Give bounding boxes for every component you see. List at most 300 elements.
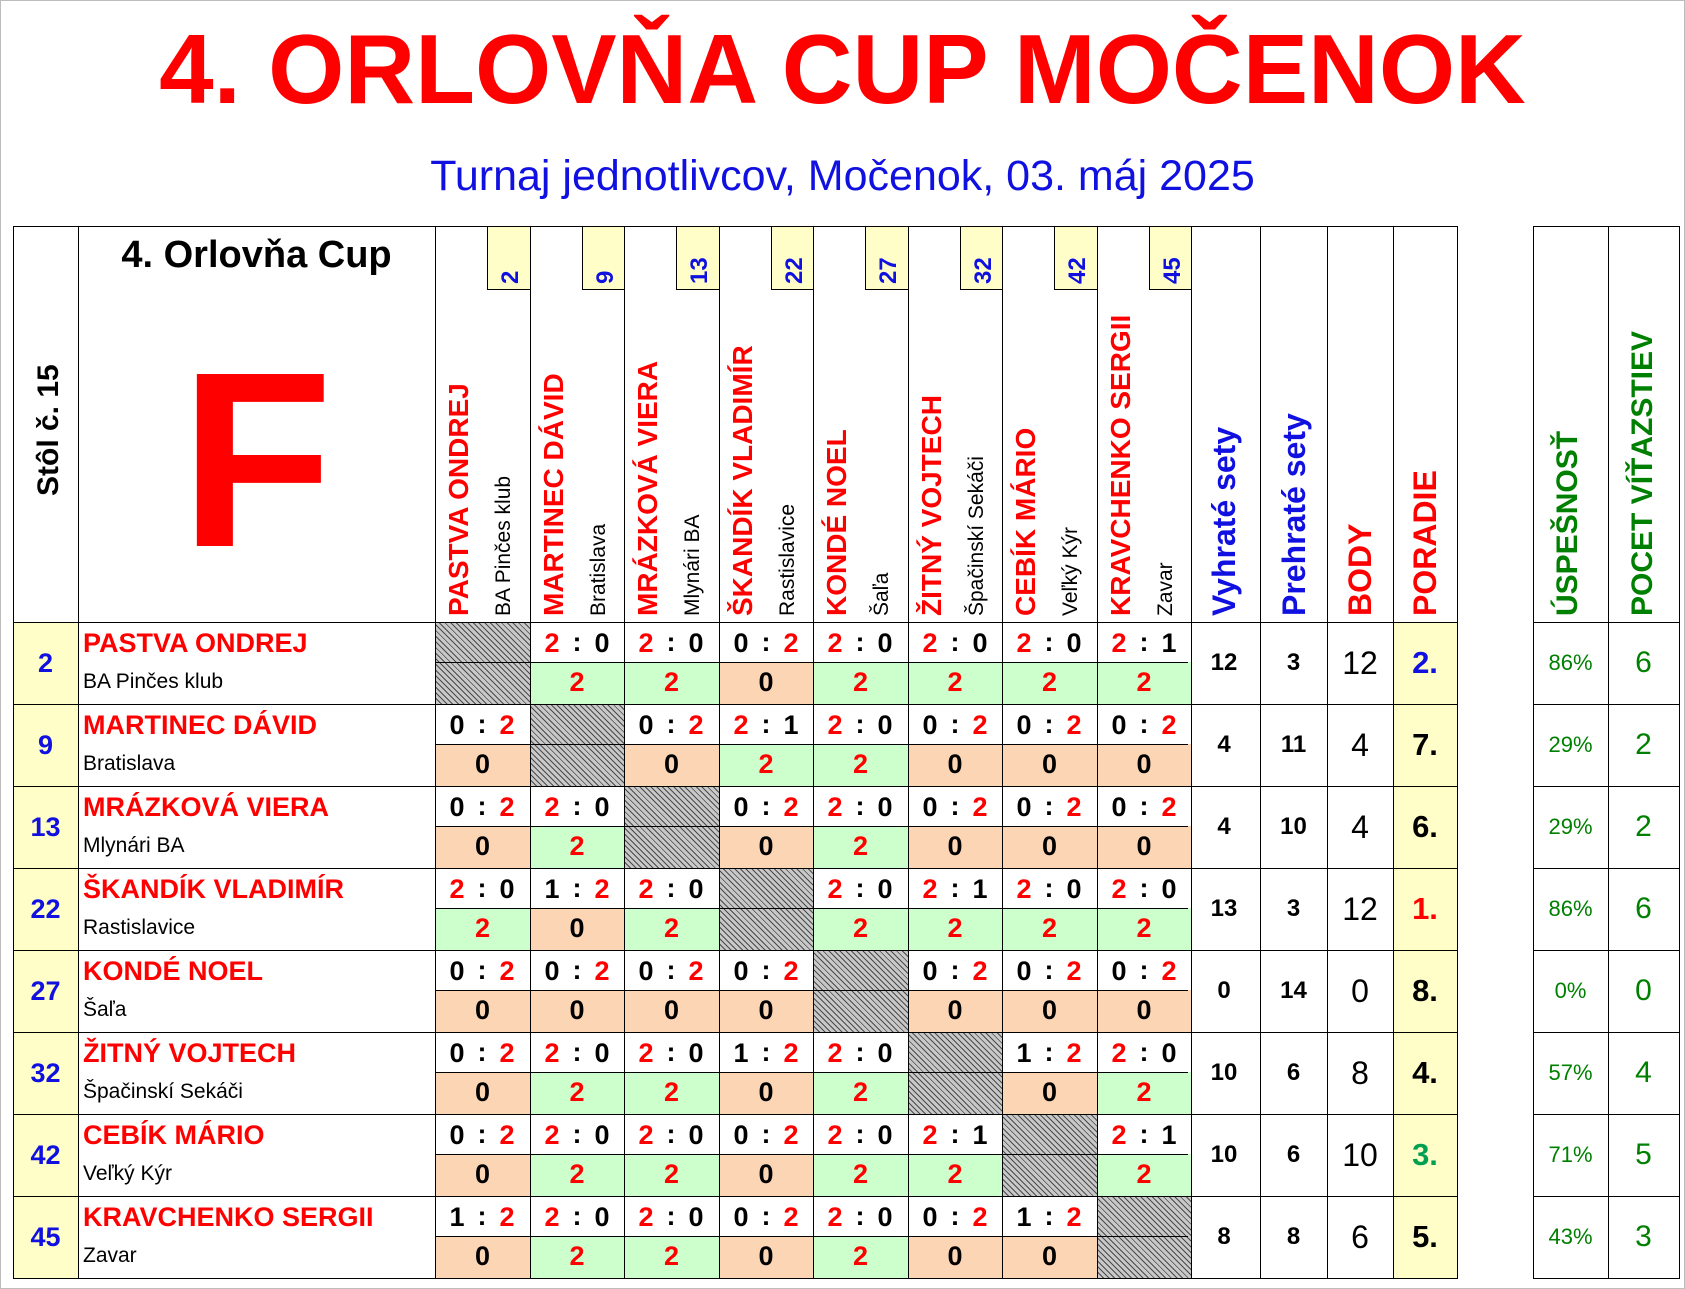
match-score	[1002, 950, 1097, 990]
wins-count-value: 0	[1635, 974, 1652, 1007]
score-opponent: 0	[688, 628, 704, 658]
score-separator: :	[761, 955, 771, 985]
score-separator: :	[572, 627, 582, 657]
score-separator: :	[950, 791, 960, 821]
rank-value: 5.	[1412, 1219, 1438, 1254]
score-own: 0	[1016, 710, 1032, 740]
match-score	[719, 786, 813, 826]
score-own: 2	[1016, 628, 1032, 658]
column-player-name: CEBÍK MÁRIO	[1010, 427, 1041, 616]
score-separator: :	[1044, 1037, 1054, 1067]
score-separator: :	[855, 709, 865, 739]
match-score	[1002, 1032, 1097, 1072]
column-player-name: ŽITNÝ VOJTECH	[916, 395, 947, 616]
row-player-name: PASTVA ONDREJ	[83, 628, 308, 658]
match-score	[813, 786, 908, 826]
rank-value: 2.	[1412, 645, 1438, 680]
rank-value: 6.	[1412, 809, 1438, 844]
cup-name: 4. Orlovňa Cup	[121, 234, 392, 276]
match-points: 0	[435, 1154, 530, 1196]
rank-value: 4.	[1412, 1055, 1438, 1090]
lost-sets-value: 14	[1280, 977, 1307, 1004]
match-score	[813, 704, 908, 744]
match-score	[908, 868, 1002, 908]
match-score	[813, 1114, 908, 1154]
row-player-club: BA Pinčes klub	[83, 670, 224, 693]
row-player-club: Mlynári BA	[83, 834, 185, 857]
score-own: 2	[733, 710, 749, 740]
score-own: 2	[544, 1202, 560, 1232]
match-points: 2	[530, 1236, 624, 1278]
row-player-name: MRÁZKOVÁ VIERA	[83, 792, 330, 822]
score-own: 2	[1111, 628, 1127, 658]
score-separator: :	[572, 791, 582, 821]
score-opponent: 1	[972, 1120, 988, 1150]
column-divider	[1260, 226, 1261, 1278]
match-score	[435, 1032, 530, 1072]
score-own: 2	[544, 1120, 560, 1150]
match-score	[908, 950, 1002, 990]
match-score	[624, 950, 719, 990]
extra-row-divider	[1533, 1196, 1679, 1197]
won-sets-value: 10	[1210, 1141, 1238, 1168]
match-score	[1002, 1196, 1097, 1236]
column-player-number-text: 32	[970, 257, 997, 284]
row-player-number: 9	[37, 730, 54, 760]
score-opponent: 2	[972, 1202, 988, 1232]
score-opponent: 2	[783, 1120, 799, 1150]
match-points: 0	[719, 1154, 813, 1196]
column-player-club: Špačinskí Sekáči	[965, 456, 988, 616]
success-rate-value: 57%	[1548, 1060, 1593, 1085]
won-sets-value: 4	[1217, 813, 1231, 840]
match-score	[1097, 786, 1191, 826]
score-own: 2	[922, 874, 938, 904]
success-rate-value: 29%	[1548, 732, 1593, 757]
column-divider	[624, 226, 625, 1278]
lost-sets-value: 6	[1286, 1059, 1301, 1086]
match-score	[435, 704, 530, 744]
points-value: 6	[1351, 1219, 1369, 1255]
half-row-divider	[435, 908, 1188, 909]
score-opponent: 2	[688, 710, 704, 740]
row-player-number: 22	[30, 894, 61, 924]
page-title: 4. ORLOVŇA CUP MOČENOK	[159, 14, 1526, 124]
score-own: 0	[449, 956, 465, 986]
lost-sets-value: 8	[1286, 1223, 1301, 1250]
match-score	[719, 622, 813, 662]
match-score	[719, 704, 813, 744]
score-separator: :	[761, 627, 771, 657]
match-points: 0	[1002, 990, 1097, 1032]
score-opponent: 0	[1161, 874, 1177, 904]
row-divider	[13, 622, 1457, 623]
header-wins: POCET VÍŤAZSTIEV	[1626, 330, 1659, 616]
column-player-name: MRÁZKOVÁ VIERA	[632, 360, 663, 616]
score-separator: :	[1044, 709, 1054, 739]
rank-value: 1.	[1412, 891, 1438, 926]
points-value: 8	[1351, 1055, 1369, 1091]
points-value: 12	[1342, 891, 1378, 927]
score-opponent: 0	[877, 1202, 893, 1232]
match-score	[624, 704, 719, 744]
match-points: 0	[435, 744, 530, 786]
score-separator: :	[477, 1119, 487, 1149]
score-opponent: 2	[1066, 956, 1082, 986]
diagonal-empty-cell	[719, 868, 813, 950]
extra-row-divider	[1533, 868, 1679, 869]
wins-count-value: 2	[1635, 810, 1652, 843]
score-opponent: 2	[499, 956, 515, 986]
column-player-name: MARTINEC DÁVID	[538, 373, 569, 616]
match-points: 0	[908, 1236, 1002, 1278]
extra-row-divider	[1533, 704, 1679, 705]
column-divider	[1191, 226, 1192, 1278]
success-rate-value: 29%	[1548, 814, 1593, 839]
score-separator: :	[950, 709, 960, 739]
row-divider	[13, 704, 1457, 705]
table-border-bottom	[13, 1278, 1458, 1279]
match-points: 0	[530, 990, 624, 1032]
page-subtitle: Turnaj jednotlivcov, Močenok, 03. máj 2025	[430, 152, 1255, 200]
score-separator: :	[666, 873, 676, 903]
match-points: 2	[813, 826, 908, 868]
match-score	[435, 1196, 530, 1236]
score-own: 0	[733, 792, 749, 822]
score-opponent: 2	[972, 792, 988, 822]
row-player-club: Rastislavice	[83, 916, 196, 939]
column-player-number-text: 22	[781, 257, 808, 284]
score-own: 2	[544, 628, 560, 658]
match-score	[908, 622, 1002, 662]
match-score	[530, 1114, 624, 1154]
match-score	[1097, 704, 1191, 744]
score-opponent: 2	[783, 956, 799, 986]
score-own: 0	[922, 1202, 938, 1232]
row-divider	[13, 1114, 1457, 1115]
score-opponent: 0	[1066, 874, 1082, 904]
row-player-club: Veľký Kýr	[83, 1162, 172, 1185]
extra-row-divider	[1533, 1032, 1679, 1033]
match-score	[530, 1196, 624, 1236]
score-separator: :	[477, 709, 487, 739]
match-points: 2	[813, 1154, 908, 1196]
match-points: 0	[719, 662, 813, 704]
score-separator: :	[477, 1201, 487, 1231]
score-separator: :	[1044, 627, 1054, 657]
match-score	[435, 786, 530, 826]
group-letter: F	[180, 320, 333, 599]
score-own: 1	[1016, 1038, 1032, 1068]
rank-value: 3.	[1412, 1137, 1438, 1172]
match-score	[1002, 704, 1097, 744]
match-points: 2	[813, 744, 908, 786]
points-value: 4	[1351, 727, 1369, 763]
match-points: 0	[1097, 990, 1191, 1032]
row-player-number: 2	[37, 648, 54, 678]
score-opponent: 0	[594, 628, 610, 658]
score-opponent: 2	[594, 956, 610, 986]
score-own: 1	[449, 1202, 465, 1232]
wins-count-value: 4	[1635, 1056, 1652, 1089]
score-separator: :	[855, 627, 865, 657]
diagonal-empty-cell	[624, 786, 719, 868]
column-player-name: PASTVA ONDREJ	[443, 383, 474, 616]
column-player-club: Rastislavice	[776, 503, 799, 616]
match-points: 2	[813, 1236, 908, 1278]
score-opponent: 1	[1161, 1120, 1177, 1150]
score-opponent: 2	[783, 1038, 799, 1068]
match-score	[435, 868, 530, 908]
score-opponent: 2	[499, 1202, 515, 1232]
score-own: 2	[638, 1038, 654, 1068]
score-separator: :	[477, 873, 487, 903]
score-own: 0	[1016, 792, 1032, 822]
score-opponent: 0	[877, 1038, 893, 1068]
score-separator: :	[855, 1119, 865, 1149]
match-points: 2	[624, 908, 719, 950]
score-opponent: 0	[499, 874, 515, 904]
score-opponent: 0	[877, 710, 893, 740]
match-score	[530, 868, 624, 908]
score-own: 0	[449, 1038, 465, 1068]
score-separator: :	[1139, 955, 1149, 985]
score-own: 2	[827, 1038, 843, 1068]
match-score	[624, 1196, 719, 1236]
score-own: 1	[1016, 1202, 1032, 1232]
match-points: 0	[530, 908, 624, 950]
match-score	[813, 622, 908, 662]
column-player-name: ŠKANDÍK VLADIMÍR	[727, 345, 758, 616]
match-points: 0	[435, 1072, 530, 1114]
row-player-name: KRAVCHENKO SERGII	[83, 1202, 374, 1232]
match-score	[530, 622, 624, 662]
won-sets-value: 8	[1217, 1223, 1231, 1250]
score-own: 2	[827, 710, 843, 740]
won-sets-value: 12	[1210, 649, 1238, 676]
score-own: 2	[638, 874, 654, 904]
score-own: 0	[638, 956, 654, 986]
header-won-sets: Vyhraté sety	[1206, 426, 1242, 616]
match-points: 0	[719, 1072, 813, 1114]
row-divider	[13, 950, 1457, 951]
score-own: 0	[449, 710, 465, 740]
points-value: 4	[1351, 809, 1369, 845]
row-player-club: Špačinskí Sekáči	[83, 1080, 243, 1103]
score-own: 0	[1111, 792, 1127, 822]
match-points: 2	[813, 1072, 908, 1114]
score-opponent: 0	[1066, 628, 1082, 658]
score-opponent: 0	[594, 1120, 610, 1150]
score-opponent: 0	[972, 628, 988, 658]
score-separator: :	[1139, 791, 1149, 821]
row-player-name: ŽITNÝ VOJTECH	[83, 1038, 297, 1068]
row-player-club: Šaľa	[83, 998, 127, 1021]
extra-row-divider	[1533, 622, 1679, 623]
table-border-left	[13, 226, 14, 1278]
lost-sets-value: 11	[1280, 731, 1307, 758]
score-separator: :	[761, 1037, 771, 1067]
match-points: 2	[530, 1072, 624, 1114]
score-opponent: 2	[499, 792, 515, 822]
extra-row-divider	[1533, 950, 1679, 951]
score-separator: :	[572, 1119, 582, 1149]
match-points: 2	[624, 1072, 719, 1114]
match-points: 2	[624, 1236, 719, 1278]
won-sets-value: 10	[1210, 1059, 1238, 1086]
points-value: 0	[1351, 973, 1369, 1009]
row-player-club: Zavar	[83, 1244, 137, 1267]
match-score	[1097, 868, 1191, 908]
success-rate-value: 86%	[1548, 650, 1593, 675]
score-separator: :	[1139, 709, 1149, 739]
rank-value: 8.	[1412, 973, 1438, 1008]
score-opponent: 0	[1161, 1038, 1177, 1068]
match-score	[624, 622, 719, 662]
match-score	[435, 1114, 530, 1154]
column-divider	[78, 226, 79, 1278]
column-divider	[719, 226, 720, 1278]
score-own: 1	[733, 1038, 749, 1068]
score-own: 0	[922, 956, 938, 986]
row-divider	[13, 868, 1457, 869]
score-opponent: 0	[688, 874, 704, 904]
score-opponent: 0	[877, 628, 893, 658]
score-separator: :	[855, 873, 865, 903]
score-own: 0	[1016, 956, 1032, 986]
match-points: 0	[719, 826, 813, 868]
match-score	[908, 704, 1002, 744]
score-separator: :	[1139, 873, 1149, 903]
score-separator: :	[666, 1119, 676, 1149]
match-points: 0	[1002, 1236, 1097, 1278]
score-opponent: 2	[783, 792, 799, 822]
extra-border-bottom	[1533, 1278, 1680, 1279]
score-separator: :	[666, 1037, 676, 1067]
row-player-name: ŠKANDÍK VLADIMÍR	[83, 874, 344, 904]
score-separator: :	[855, 791, 865, 821]
score-opponent: 2	[688, 956, 704, 986]
score-own: 2	[922, 1120, 938, 1150]
match-score	[624, 868, 719, 908]
half-row-divider	[435, 1236, 1188, 1237]
score-own: 2	[638, 1120, 654, 1150]
match-score	[1002, 622, 1097, 662]
column-divider	[1097, 226, 1098, 1278]
score-opponent: 0	[877, 792, 893, 822]
match-points: 2	[719, 744, 813, 786]
diagonal-empty-cell	[1002, 1114, 1097, 1196]
match-points: 2	[1002, 908, 1097, 950]
score-separator: :	[1044, 1201, 1054, 1231]
half-row-divider	[435, 1154, 1188, 1155]
row-player-name: CEBÍK MÁRIO	[83, 1120, 265, 1150]
extra-border-left	[1533, 226, 1534, 1278]
score-separator: :	[1139, 627, 1149, 657]
score-own: 2	[827, 1120, 843, 1150]
match-points: 0	[1002, 826, 1097, 868]
lost-sets-value: 10	[1280, 813, 1307, 840]
column-divider	[530, 226, 531, 1278]
match-points: 2	[435, 908, 530, 950]
match-points: 2	[908, 908, 1002, 950]
match-points: 0	[1097, 744, 1191, 786]
score-own: 0	[733, 628, 749, 658]
score-own: 0	[638, 710, 654, 740]
score-separator: :	[950, 955, 960, 985]
rank-value: 7.	[1412, 727, 1438, 762]
wins-count-value: 3	[1635, 1220, 1652, 1253]
score-opponent: 2	[499, 1120, 515, 1150]
score-own: 0	[733, 956, 749, 986]
score-own: 0	[733, 1202, 749, 1232]
match-score	[719, 1196, 813, 1236]
column-player-club: Veľký Kýr	[1059, 527, 1082, 616]
row-player-name: MARTINEC DÁVID	[83, 710, 317, 740]
lost-sets-value: 3	[1286, 649, 1301, 676]
match-points: 0	[624, 744, 719, 786]
match-points: 2	[530, 1154, 624, 1196]
match-score	[908, 1196, 1002, 1236]
score-opponent: 1	[1161, 628, 1177, 658]
extra-border-right	[1679, 226, 1680, 1279]
match-points: 2	[908, 662, 1002, 704]
won-sets-value: 4	[1217, 731, 1231, 758]
diagonal-empty-cell	[1097, 1196, 1191, 1278]
row-player-number: 32	[30, 1058, 61, 1088]
score-separator: :	[1044, 873, 1054, 903]
score-own: 0	[449, 1120, 465, 1150]
score-opponent: 2	[1066, 710, 1082, 740]
score-opponent: 2	[1066, 1202, 1082, 1232]
half-row-divider	[435, 662, 1188, 663]
match-points: 2	[1002, 662, 1097, 704]
column-player-club: BA Pinčes klub	[492, 475, 515, 616]
diagonal-empty-cell	[530, 704, 624, 786]
match-points: 2	[908, 1154, 1002, 1196]
extra-border-top	[1533, 226, 1679, 227]
match-points: 0	[624, 990, 719, 1032]
match-score	[813, 1196, 908, 1236]
wins-count-value: 5	[1635, 1138, 1652, 1171]
match-points: 0	[719, 1236, 813, 1278]
header-lost-sets: Prehraté sety	[1275, 413, 1312, 616]
match-score	[1097, 622, 1191, 662]
extra-row-divider	[1533, 786, 1679, 787]
match-score	[813, 868, 908, 908]
score-separator: :	[1139, 1037, 1149, 1067]
score-own: 2	[544, 1038, 560, 1068]
row-player-number: 27	[30, 976, 61, 1006]
column-divider	[1327, 226, 1328, 1278]
column-player-club: Bratislava	[587, 523, 610, 616]
success-rate-value: 86%	[1548, 896, 1593, 921]
match-points: 2	[1097, 662, 1191, 704]
match-score	[435, 950, 530, 990]
match-points: 2	[1097, 908, 1191, 950]
success-rate-value: 0%	[1554, 978, 1587, 1003]
match-score	[1097, 1032, 1191, 1072]
column-player-number-text: 45	[1159, 257, 1186, 284]
column-divider	[813, 226, 814, 1278]
match-score	[624, 1114, 719, 1154]
score-separator: :	[1044, 955, 1054, 985]
score-separator: :	[666, 709, 676, 739]
score-opponent: 2	[1161, 710, 1177, 740]
match-points: 0	[908, 826, 1002, 868]
diagonal-empty-cell	[813, 950, 908, 1032]
won-sets-value: 0	[1217, 977, 1231, 1004]
